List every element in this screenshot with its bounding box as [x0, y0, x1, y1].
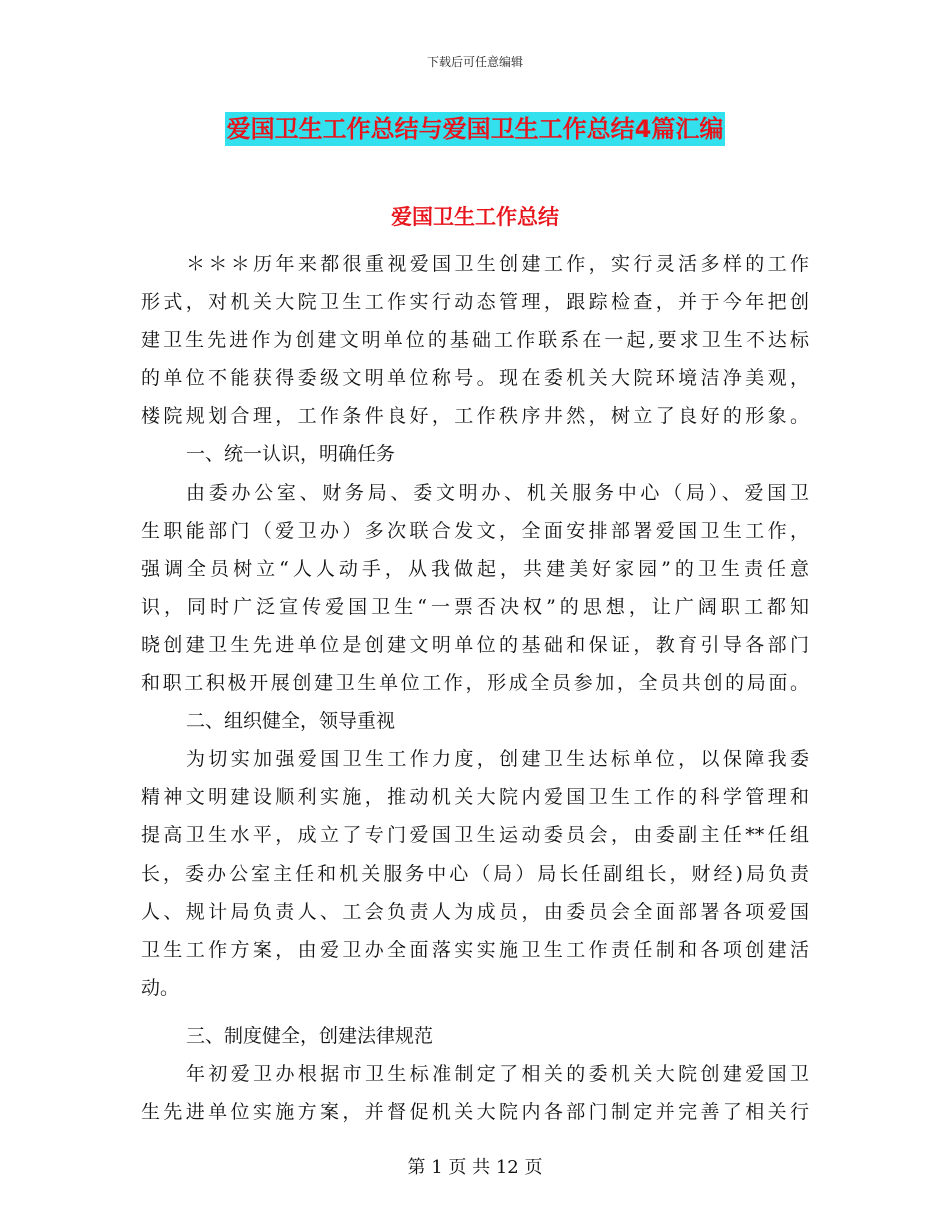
text-line: ＊＊＊历年来都很重视爱国卫生创建工作，实行灵活多样的工作 — [186, 253, 809, 275]
text-line: 生职能部门（爱卫办）多次联合发文，全面安排部署爱国卫生工作， — [141, 519, 809, 542]
text-line: 三、制度健全，创建法律规范 — [186, 1024, 434, 1047]
text-line: 动。 — [141, 976, 180, 999]
section-title: 爱国卫生工作总结 — [391, 205, 559, 229]
main-title: 爱国卫生工作总结与爱国卫生工作总结4篇汇编 — [225, 112, 726, 146]
text-line: 精神文明建设顺利实施，推动机关大院内爱国卫生工作的科学管理和 — [141, 786, 809, 809]
text-line: 提高卫生水平，成立了专门爱国卫生运动委员会，由委副主任**任组 — [141, 824, 809, 847]
text-line: 长，委办公室主任和机关服务中心（局）局长任副组长，财经)局负责 — [141, 862, 809, 885]
text-line: 卫生工作方案，由爱卫办全面落实实施卫生工作责任制和各项创建活 — [141, 938, 809, 961]
text-line: 的单位不能获得委级文明单位称号。现在委机关大院环境洁净美观， — [141, 367, 809, 390]
main-title-container — [0, 112, 950, 146]
text-line: 晓创建卫生先进单位是创建文明单位的基础和保证，教育引导各部门 — [141, 633, 809, 656]
document-body — [141, 245, 809, 1131]
text-line: 识，同时广泛宣传爱国卫生“一票否决权”的思想，让广阔职工都知 — [141, 595, 809, 618]
text-line: 二、组织健全，领导重视 — [186, 710, 396, 733]
text-line: 由委办公室、财务局、委文明办、机关服务中心（局）、爱国卫 — [186, 481, 809, 504]
text-line: 年初爱卫办根据市卫生标准制定了相关的委机关大院创建爱国卫 — [186, 1062, 809, 1085]
text-line: 强调全员树立“人人动手，从我做起，共建美好家园”的卫生责任意 — [141, 557, 809, 580]
paragraph-gap — [141, 1007, 809, 1017]
text-line: 建卫生先进作为创建文明单位的基础工作联系在一起,要求卫生不达标 — [141, 329, 809, 352]
text-line: 和职工积极开展创建卫生单位工作，形成全员参加，全员共创的局面。 — [141, 672, 809, 695]
text-line: 形式，对机关大院卫生工作实行动态管理，跟踪检查，并于今年把创 — [141, 291, 809, 314]
text-line: 生先进单位实施方案，并督促机关大院内各部门制定并完善了相关行 — [141, 1101, 809, 1124]
page-header-note: 下载后可任意编辑 — [426, 55, 523, 69]
text-line: 为切实加强爱国卫生工作力度，创建卫生达标单位，以保障我委 — [186, 748, 809, 771]
text-line: 人、规计局负责人、工会负责人为成员，由委员会全面部署各项爱国 — [141, 900, 809, 923]
text-line: 一、统一认识，明确任务 — [186, 443, 396, 466]
page-footer: 第 1 页 共 12 页 — [407, 1157, 543, 1178]
text-line: 楼院规划合理，工作条件良好，工作秩序井然，树立了良好的形象。 — [141, 405, 809, 428]
